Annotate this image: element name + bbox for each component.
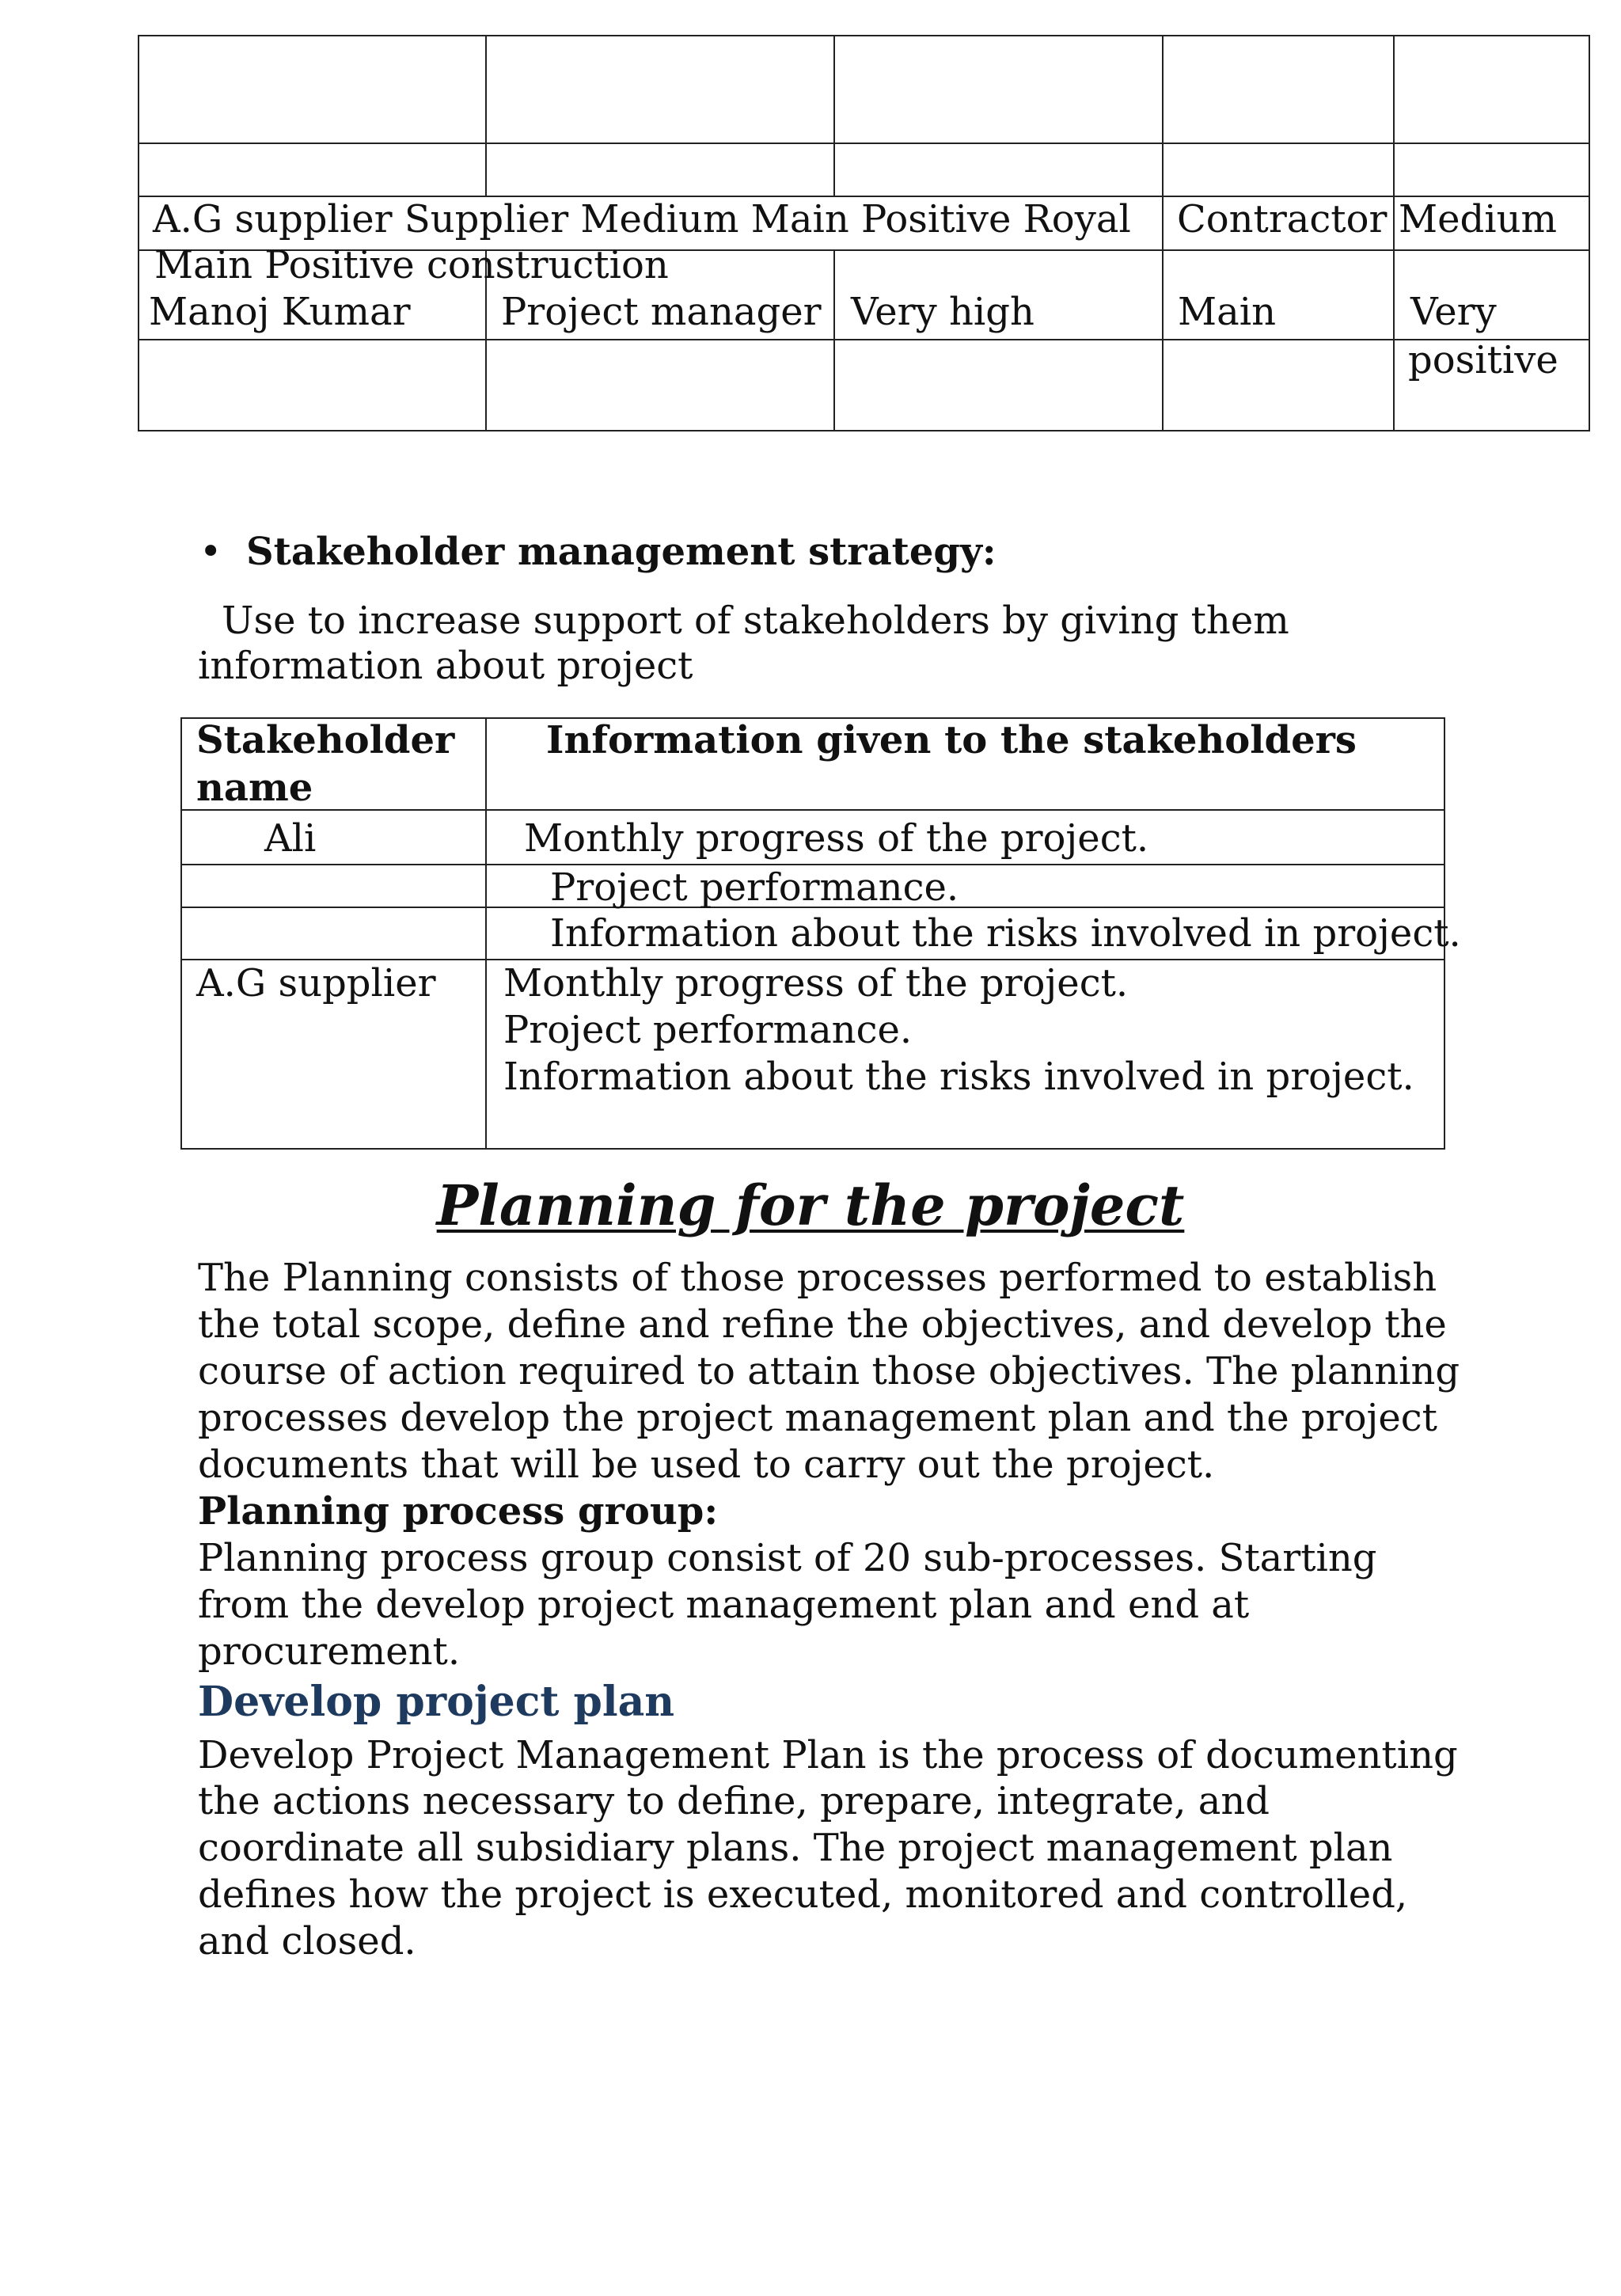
paragraph-line: documents that will be used to carry out the project. — [198, 1443, 1215, 1487]
table-border — [485, 35, 487, 196]
column-header: Information given to the stakeholders — [546, 718, 1357, 762]
table-cell: A.G supplier Supplier Medium Main Positive Royal — [153, 197, 1131, 241]
table-border — [1162, 35, 1164, 431]
paragraph-line: from the develop project management plan and end at — [198, 1583, 1250, 1627]
table-border — [1589, 35, 1590, 431]
page-title: Planning for the project — [436, 1173, 1185, 1238]
column-header: name — [196, 766, 313, 810]
table-border — [180, 809, 1445, 811]
paragraph-line: procurement. — [198, 1629, 461, 1674]
table-border — [138, 35, 1590, 36]
table-border — [138, 430, 1590, 431]
table-border — [833, 249, 835, 431]
column-header: Stakeholder — [196, 718, 455, 762]
subheading: Planning process group: — [198, 1489, 719, 1534]
table-cell: Project manager — [501, 290, 822, 334]
paragraph-line: the actions necessary to define, prepare, integrate, and — [198, 1779, 1270, 1823]
table-border — [833, 35, 835, 196]
table-cell: Information about the risks involved in project. — [550, 911, 1461, 956]
table-cell: Very high — [851, 290, 1034, 334]
table-border — [138, 143, 1590, 144]
bullet: • — [199, 530, 222, 574]
table-cell: Project performance. — [503, 1008, 913, 1052]
table-border — [180, 717, 182, 1150]
table-cell: A.G supplier — [196, 961, 436, 1005]
paragraph-line: defines how the project is executed, monitored and controlled, — [198, 1872, 1408, 1917]
paragraph-line: information about project — [198, 644, 693, 688]
table-cell: Very — [1410, 290, 1497, 334]
table-border — [1393, 35, 1395, 431]
table-cell: Contractor — [1177, 197, 1388, 241]
table-cell: Ali — [264, 816, 317, 861]
table-border — [138, 35, 139, 431]
section-heading: Stakeholder management strategy: — [246, 530, 997, 574]
paragraph-line: Use to increase support of stakeholders by giving them — [222, 599, 1289, 643]
subheading: Develop project plan — [198, 1678, 675, 1726]
paragraph-line: The Planning consists of those processes performed to establish — [198, 1256, 1437, 1300]
table-cell: Main Positive construction — [154, 243, 669, 287]
table-cell: Manoj Kumar — [149, 290, 411, 334]
table-cell: Medium — [1399, 197, 1558, 241]
paragraph-line: coordinate all subsidiary plans. The project management plan — [198, 1826, 1393, 1870]
paragraph-line: Develop Project Management Plan is the process of documenting — [198, 1733, 1458, 1777]
paragraph-line: course of action required to attain those objectives. The planning — [198, 1349, 1460, 1393]
paragraph-line: processes develop the project management plan and the project — [198, 1396, 1437, 1440]
paragraph-line: the total scope, define and refine the objectives, and develop the — [198, 1302, 1447, 1347]
paragraph-line: and closed. — [198, 1919, 416, 1963]
paragraph-line: Planning process group consist of 20 sub-processes. Starting — [198, 1536, 1377, 1580]
table-cell: Main — [1178, 290, 1277, 334]
table-border — [180, 1148, 1445, 1150]
table-border — [138, 339, 1590, 340]
table-border — [485, 717, 487, 1150]
table-cell: Monthly progress of the project. — [524, 816, 1149, 861]
table-cell: Monthly progress of the project. — [503, 961, 1129, 1005]
table-cell: positive — [1408, 338, 1558, 382]
table-cell: Information about the risks involved in project. — [503, 1055, 1414, 1099]
table-cell: Project performance. — [550, 865, 959, 910]
